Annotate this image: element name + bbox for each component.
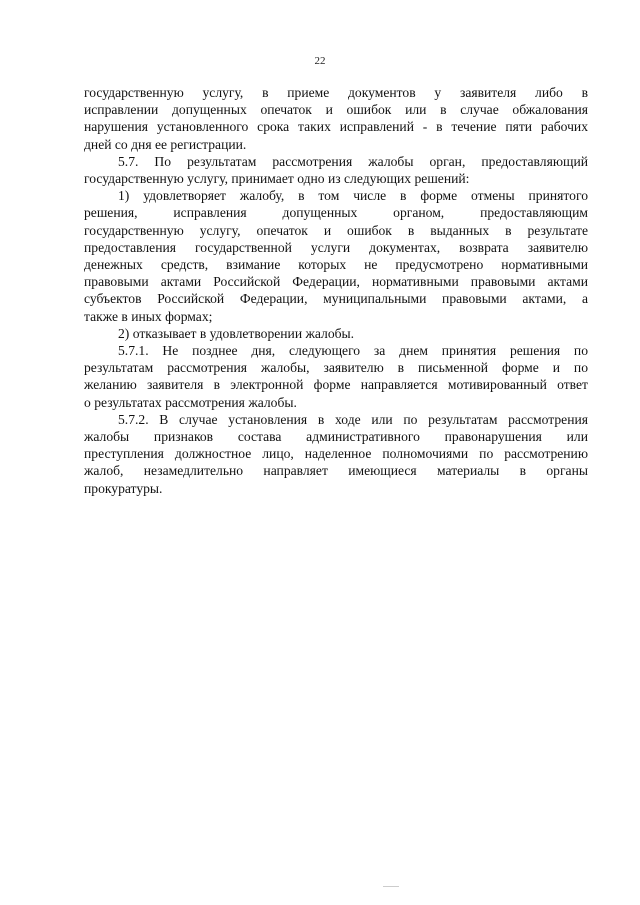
paragraph-5-7-1: [84, 342, 588, 411]
text-line: решения, исправления допущенных органом, предоставляющим: [84, 205, 588, 221]
paragraph-complaint-deadline-end: [84, 84, 588, 153]
paragraph-5-7: [84, 153, 588, 187]
text-line: результатам рассмотрения жалобы, заявителю в письменной форме и по: [84, 360, 588, 376]
text-line: прокуратуры.: [84, 480, 163, 496]
text-line: субъектов Российской Федерации, муниципальными правовыми актами, а: [84, 291, 588, 307]
text-line: желанию заявителя в электронной форме направляется мотивированный ответ: [84, 377, 588, 393]
text-line: государственную услугу, принимает одно из следующих решений:: [84, 171, 470, 187]
document-body: [84, 84, 588, 497]
text-line: жалобы признаков состава административного правонарушения или: [84, 429, 588, 445]
text-line: преступления должностное лицо, наделенное полномочиями по рассмотрению: [84, 446, 588, 462]
text-line: 5.7. По результатам рассмотрения жалобы орган, предоставляющий: [118, 153, 588, 169]
text-line: правовыми актами Российской Федерации, нормативными правовыми актами: [84, 274, 588, 290]
text-line: исправлении допущенных опечаток и ошибок или в случае обжалования: [84, 102, 588, 118]
paragraph-decision-2: [84, 325, 588, 342]
scan-artifact: [383, 886, 399, 887]
page-number: 22: [314, 55, 326, 67]
text-line: нарушения установленного срока таких исправлений - в течение пяти рабочих: [84, 119, 588, 135]
text-line: 2) отказывает в удовлетворении жалобы.: [118, 325, 355, 341]
text-line: предоставления государственной услуги документах, возврата заявителю: [84, 239, 588, 255]
text-line: денежных средств, взимание которых не предусмотрено нормативными: [84, 257, 588, 273]
paragraph-decision-1: [84, 187, 588, 325]
text-line: о результатах рассмотрения жалобы.: [84, 394, 297, 410]
text-line: 5.7.2. В случае установления в ходе или по результатам рассмотрения: [118, 411, 588, 427]
text-line: дней со дня ее регистрации.: [84, 136, 247, 152]
text-line: 5.7.1. Не позднее дня, следующего за днем принятия решения по: [118, 343, 588, 359]
text-line: государственную услугу, опечаток и ошибок в выданных в результате: [84, 222, 588, 238]
text-line: жалоб, незамедлительно направляет имеющиеся материалы в органы: [84, 463, 588, 479]
text-line: 1) удовлетворяет жалобу, в том числе в форме отмены принятого: [118, 188, 588, 204]
text-line: также в иных формах;: [84, 308, 213, 324]
text-line: государственную услугу, в приеме документов у заявителя либо в: [84, 85, 588, 100]
paragraph-5-7-2: [84, 411, 588, 497]
